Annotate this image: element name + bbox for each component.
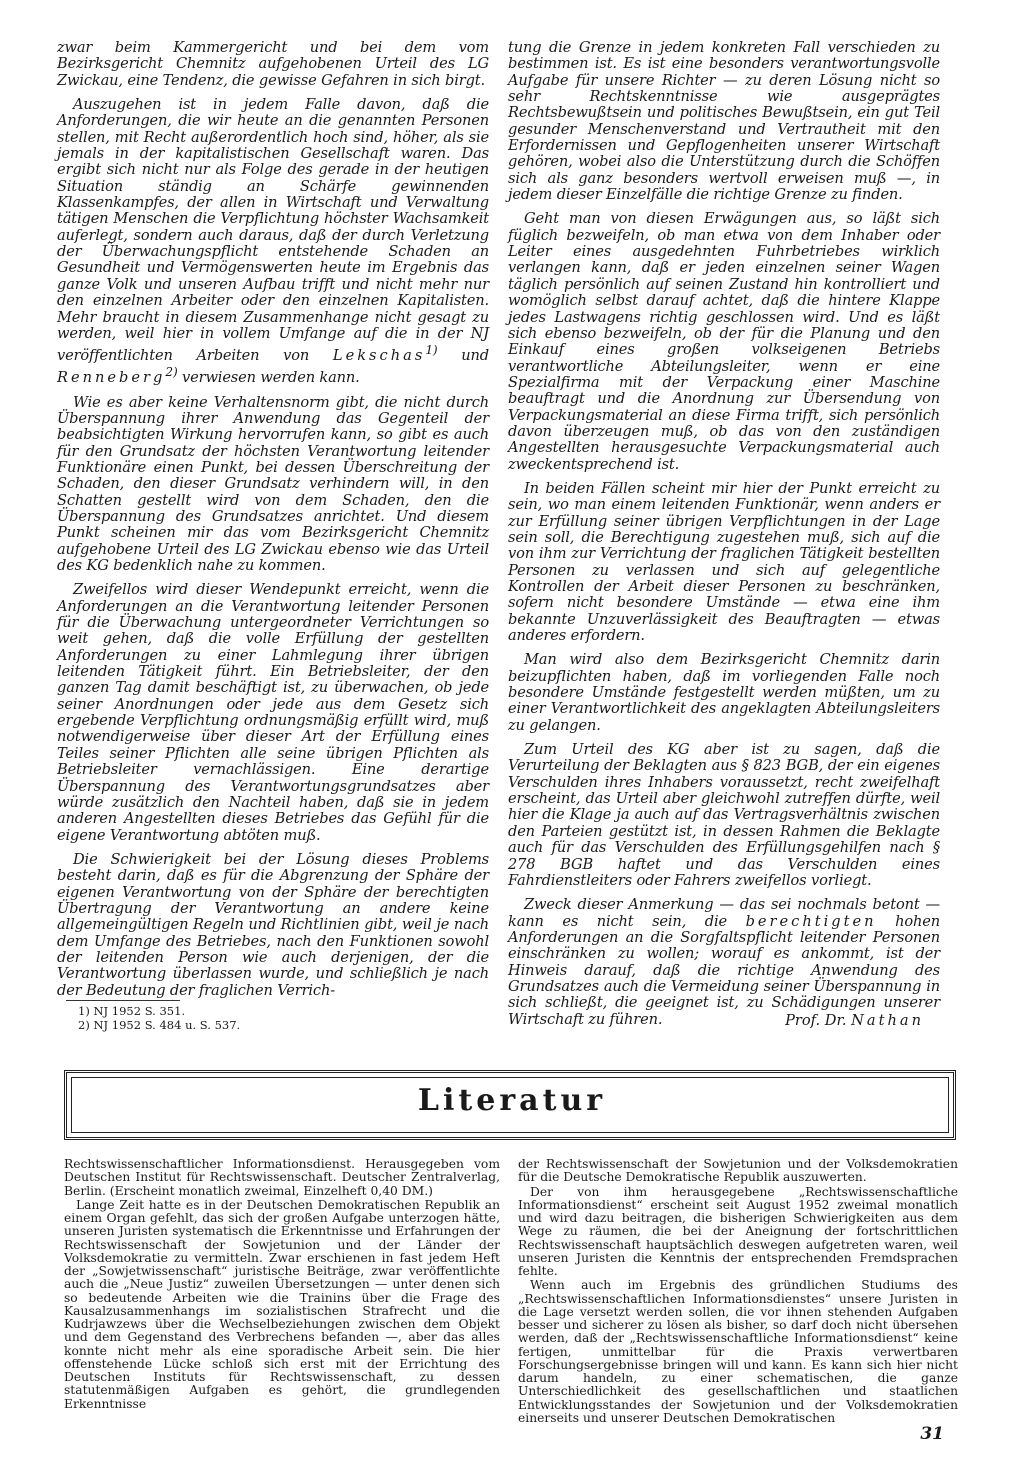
paragraph: Lange Zeit hatte es in der Deutschen Demokratischen Republik an einem Organ gefehlt, das sich der großen Aufgabe unterzogen hätte, unseren Juristen systematisch die Erkenntnisse und Erfahrungen der Rechtswissenschaft der Sowjetunion und der Länder der Volksdemokratie zu vermitteln. Zwar erschienen in fast jedem Heft der „Sowjetwissenschaft“ juristische Beiträge, zwar veröffentlichte auch die „Neue Justiz“ zuweilen Übersetzungen — unter denen sich so bedeutende Arbeiten wie die Trainins über die Frage des Kausalzusammenhangs im sozialistischen Strafrecht und die Kudrjawzews über die Wechselbeziehungen zwischen dem Objekt und dem Gegenstand des Verbrechens befanden —, aber das alles konnte nicht mehr als eine sporadische Arbeit sein. Die hier offenstehende Lücke schloß sich erst mit der Errichtung des Deutschen Instituts für Rechtswissenschaft, zu dessen statutenmäßigen Aufgaben es gehört, die grundlegenden Erkenntnisse	[64, 1197, 500, 1411]
paragraph: tung die Grenze in jedem konkreten Fall verschieden zu bestimmen ist. Es ist eine besonders verantwortungsvolle Aufgabe für unsere Richter — zu deren Lösung nicht so sehr Rechtskenntnisse wie ausgeprägtes Rechtsbewußtsein und politisches Bewußtsein, ein gut Teil gesunder Menschenverstand und Vertrautheit mit den Erfordernissen und Gepflogenheiten unserer Wirtschaft gehören, wobei also die Unterstützung durch die Schöffen sich als ganz besonders wertvoll erweisen muß —, in jedem dieser Einzelfälle die richtige Grenze zu finden.	[508, 39, 940, 204]
paragraph: In beiden Fällen scheint mir hier der Punkt erreicht zu sein, wo man einem leitenden Funktionär, wenn anders er zur Erfüllung seiner übrigen Verpflichtungen in der Lage sein soll, die Berechtigung zugestehen muß, sich auf die von ihm zur Verrichtung der fraglichen Tätigkeit bestellten Personen zu verlassen und sich auf gelegentliche Kontrollen der Arbeit dieser Personen zu beschränken, sofern nicht besondere Umstände — etwa eine ihm bekannte Unzuverlässigkeit des Beauftragten — etwas anderes erfordern.	[508, 479, 940, 645]
footnote-marker: 2)	[165, 365, 178, 380]
paragraph: Wenn auch im Ergebnis des gründlichen Studiums des „Rechtswissenschaftlichen Informationsdienstes“ unsere Juristen in die Lage versetzt werden sollen, die vor ihnen stehenden Aufgaben besser und sicherer zu lösen als bisher, so darf doch nicht übersehen werden, daß der „Rechtswissenschaftliche Informationsdienst“ keine fertigen, unmittelbar für die Praxis verwertbaren Forschungsergebnisse bringen will und kann. Es kann sich hier nicht darum handeln, zu einer schematischen, die ganze Unterschiedlichkeit des gesellschaftlichen und staatlichen Entwicklungsstandes der Sowjetunion und der Volksdemokratien einerseits und unserer Deutschen Demokratischen	[518, 1278, 958, 1425]
footnote-marker: 1)	[425, 343, 438, 358]
footnote: 2) NJ 1952 S. 484 u. S. 537.	[78, 1018, 241, 1032]
article-right-column	[508, 40, 940, 1036]
author-signature: Prof. Dr. Nathan	[785, 1012, 924, 1029]
footnote-divider	[66, 1000, 180, 1001]
article-left-column	[57, 40, 489, 1007]
author-reference: Renneberg	[57, 369, 166, 387]
paragraph: Der von ihm herausgegebene „Rechtswissenschaftliche Informationsdienst“ erscheint seit August 1952 zweimal monatlich und wird dazu beitragen, die bisherigen Schwierigkeiten aus dem Wege zu räumen, die bei der Aneignung der fortschrittlichen Rechtswissenschaft hauptsächlich deswegen aufgetreten waren, weil unseren Juristen die Kenntnis der entsprechenden Fremdsprachen fehlte.	[518, 1184, 958, 1278]
literature-right-column	[518, 1158, 958, 1426]
paragraph: Wie es aber keine Verhaltensnorm gibt, die nicht durch Überspannung ihrer Anwendung das Gegenteil der beabsichtigten Wirkung hervorrufen kann, so gibt es auch für den Grundsatz der höchsten Verantwortung leitender Funktionäre einen Punkt, bei dessen Überschreitung der Schaden, den dieser Grundsatz verhindern will, in den Schatten gestellt wird von dem Schaden, den die Überspannung des Grundsatzes anrichtet. Und diesem Punkt scheinen mir das vom Bezirksgericht Chemnitz aufgehobene Urteil des LG Zwickau ebenso wie das Urteil des KG bedenklich nahe zu kommen.	[57, 393, 489, 575]
paragraph: zwar beim Kammergericht und bei dem vom Bezirksgericht Chemnitz aufgehobenen Urteil des LG Zwickau, eine Tendenz, die gewisse Gefahren in sich birgt.	[57, 39, 489, 89]
book-reference: Rechtswissenschaftlicher Informationsdienst. Herausgegeben vom Deutschen Institut für Rechtswissenschaft. Deutscher Zentralverlag, Berlin. (Erscheint monatlich zweimal, Einzelheft 0,40 DM.)	[64, 1157, 500, 1198]
author-reference: Lekschas	[332, 347, 426, 365]
emphasized-word: berechtigten	[745, 912, 877, 930]
paragraph: Zum Urteil des KG aber ist zu sagen, daß die Verurteilung der Beklagten aus § 823 BGB, der ein eigenes Verschulden ihres Inhabers voraussetzt, recht zweifelhaft erscheint, das Urteil aber gleichwohl zutreffen dürfte, weil hier die Klage ja auch auf das Vertragsverhältnis zwischen den Parteien gestützt ist, in dessen Rahmen die Beklagte auch für das Verschulden des Erfüllungsgehilfen nach § 278 BGB haftet und das Verschulden eines Fahrdienstleiters oder Fahrers zweifellos vorliegt.	[508, 741, 940, 889]
section-heading: Literatur	[417, 1083, 607, 1118]
paragraph: Zweifellos wird dieser Wendepunkt erreicht, wenn die Anforderungen an die Verantwortung leitender Personen für die Überwachung untergeordneter Verrichtungen so weit gehen, daß die volle Erfüllung der gestellten Anforderungen zu einer Lahmlegung ihrer übrigen leitenden Tätigkeit führt. Ein Betriebsleiter, der den ganzen Tag damit beschäftigt ist, zu überwachen, ob jede seiner Anordnungen oder jede aus dem Gesetz sich ergebende Verpflichtung ordnungsmäßig erfüllt wird, muß notwendigerweise über dieser Art der Erfüllung eines Teiles seiner Pflichten alle seine übrigen Pflichten als Betriebsleiter vernachlässigen. Eine derartige Überspannung des Verantwortungsgrundsatzes aber würde zusätzlich den Nachteil haben, daß sie in jedem anderen Angestellten dieses Betriebes das Gefühl für die eigene Verantwortung abtöten muß.	[57, 581, 489, 844]
footnote: 1) NJ 1952 S. 351.	[78, 1004, 186, 1018]
paragraph: Zweck dieser Anmerkung — das sei nochmals betont — kann es nicht sein, die berechtigten hohen Anforderungen an die Sorgfaltspflicht leitender Personen einschränken zu wollen; worauf es ankommt, ist der Hinweis darauf, daß die richtige Anwendung des Grundsatzes auch die Vermeidung seiner Überspannung in sich schließt, die geeignet ist, zu Schädigungen unserer Wirtschaft zu führen.	[508, 896, 940, 1028]
paragraph: Man wird also dem Bezirksgericht Chemnitz darin beizupflichten haben, daß im vorliegenden Falle noch besondere Umstände festgestellt werden müßten, um zu einer Verantwortlichkeit des angeklagten Abteilungsleiters zu gelangen.	[508, 651, 940, 734]
footnotes	[78, 1004, 240, 1032]
paragraph: Geht man von diesen Erwägungen aus, so läßt sich füglich bezweifeln, ob man etwa von dem Inhaber oder Leiter eines ausgedehnten Fuhrbetriebes wirklich verlangen kann, daß er jeden einzelnen seiner Wagen täglich persönlich auf seinen Zustand hin kontrolliert und womöglich selbst darauf achtet, daß die hintere Klappe jedes Lastwagens richtig geschlossen wird. Und es läßt sich ebenso bezweifeln, ob der für die Planung und den Einkauf eines großen volkseigenen Betriebs verantwortliche Abteilungsleiter, wenn er eine Spezialfirma mit der Verpackung einer Maschine beauftragt und die Anordnung zur Übersendung von Verpackungsmaterial an diese Firma trifft, sich persönlich davon überzeugen muß, ob das von den zuständigen Angestellten herausgesuchte Verpackungsmaterial auch zweckentsprechend ist.	[508, 210, 940, 473]
page-number: 31	[920, 1424, 944, 1444]
literature-left-column	[64, 1158, 500, 1412]
paragraph: der Rechtswissenschaft der Sowjetunion und der Volksdemokratien für die Deutsche Demokratische Republik auszuwerten.	[518, 1157, 958, 1185]
paragraph: Auszugehen ist in jedem Falle davon, daß die Anforderungen, die wir heute an die genannten Personen stellen, mit Recht außerordentlich hoch sind, höher, als sie jemals in der kapitalistischen Gesellschaft waren. Das ergibt sich nicht nur als Folge des gerade in der heutigen Situation ständig an Schärfe gewinnenden Klassenkampfes, der allen in Wirtschaft und Verwaltung tätigen Menschen die Verpflichtung höchster Wachsamkeit auferlegt, sondern auch daraus, daß der durch Verletzung der Überwachungspflicht entstehende Schaden an Gesundheit und Vermögenswerten heute im Ergebnis das ganze Volk und unseren Aufbau trifft und nicht mehr nur den einzelnen Arbeiter oder den einzelnen Kapitalisten. Mehr braucht in diesem Zusammenhange nicht gesagt zu werden, weil hier in vollem Umfange auf die in der NJ veröffentlichten Arbeiten von Lekschas$^{1)}$ und Renneberg$^{2)}$ verwiesen werden kann.	[57, 96, 489, 387]
paragraph: Die Schwierigkeit bei der Lösung dieses Problems besteht darin, daß es für die Abgrenzung der Sphäre der eigenen Verantwortung von der Sphäre der berechtigten Übertragung der Verantwortung an andere keine allgemeingültigen Regeln und Richtlinien gibt, weil je nach dem Umfange des Betriebes, nach den Funktionen sowohl der leitenden Person wie auch derjenigen, der die Verantwortung überlassen wurde, und schließlich je nach der Bedeutung der fraglichen Verrich-	[57, 850, 489, 999]
